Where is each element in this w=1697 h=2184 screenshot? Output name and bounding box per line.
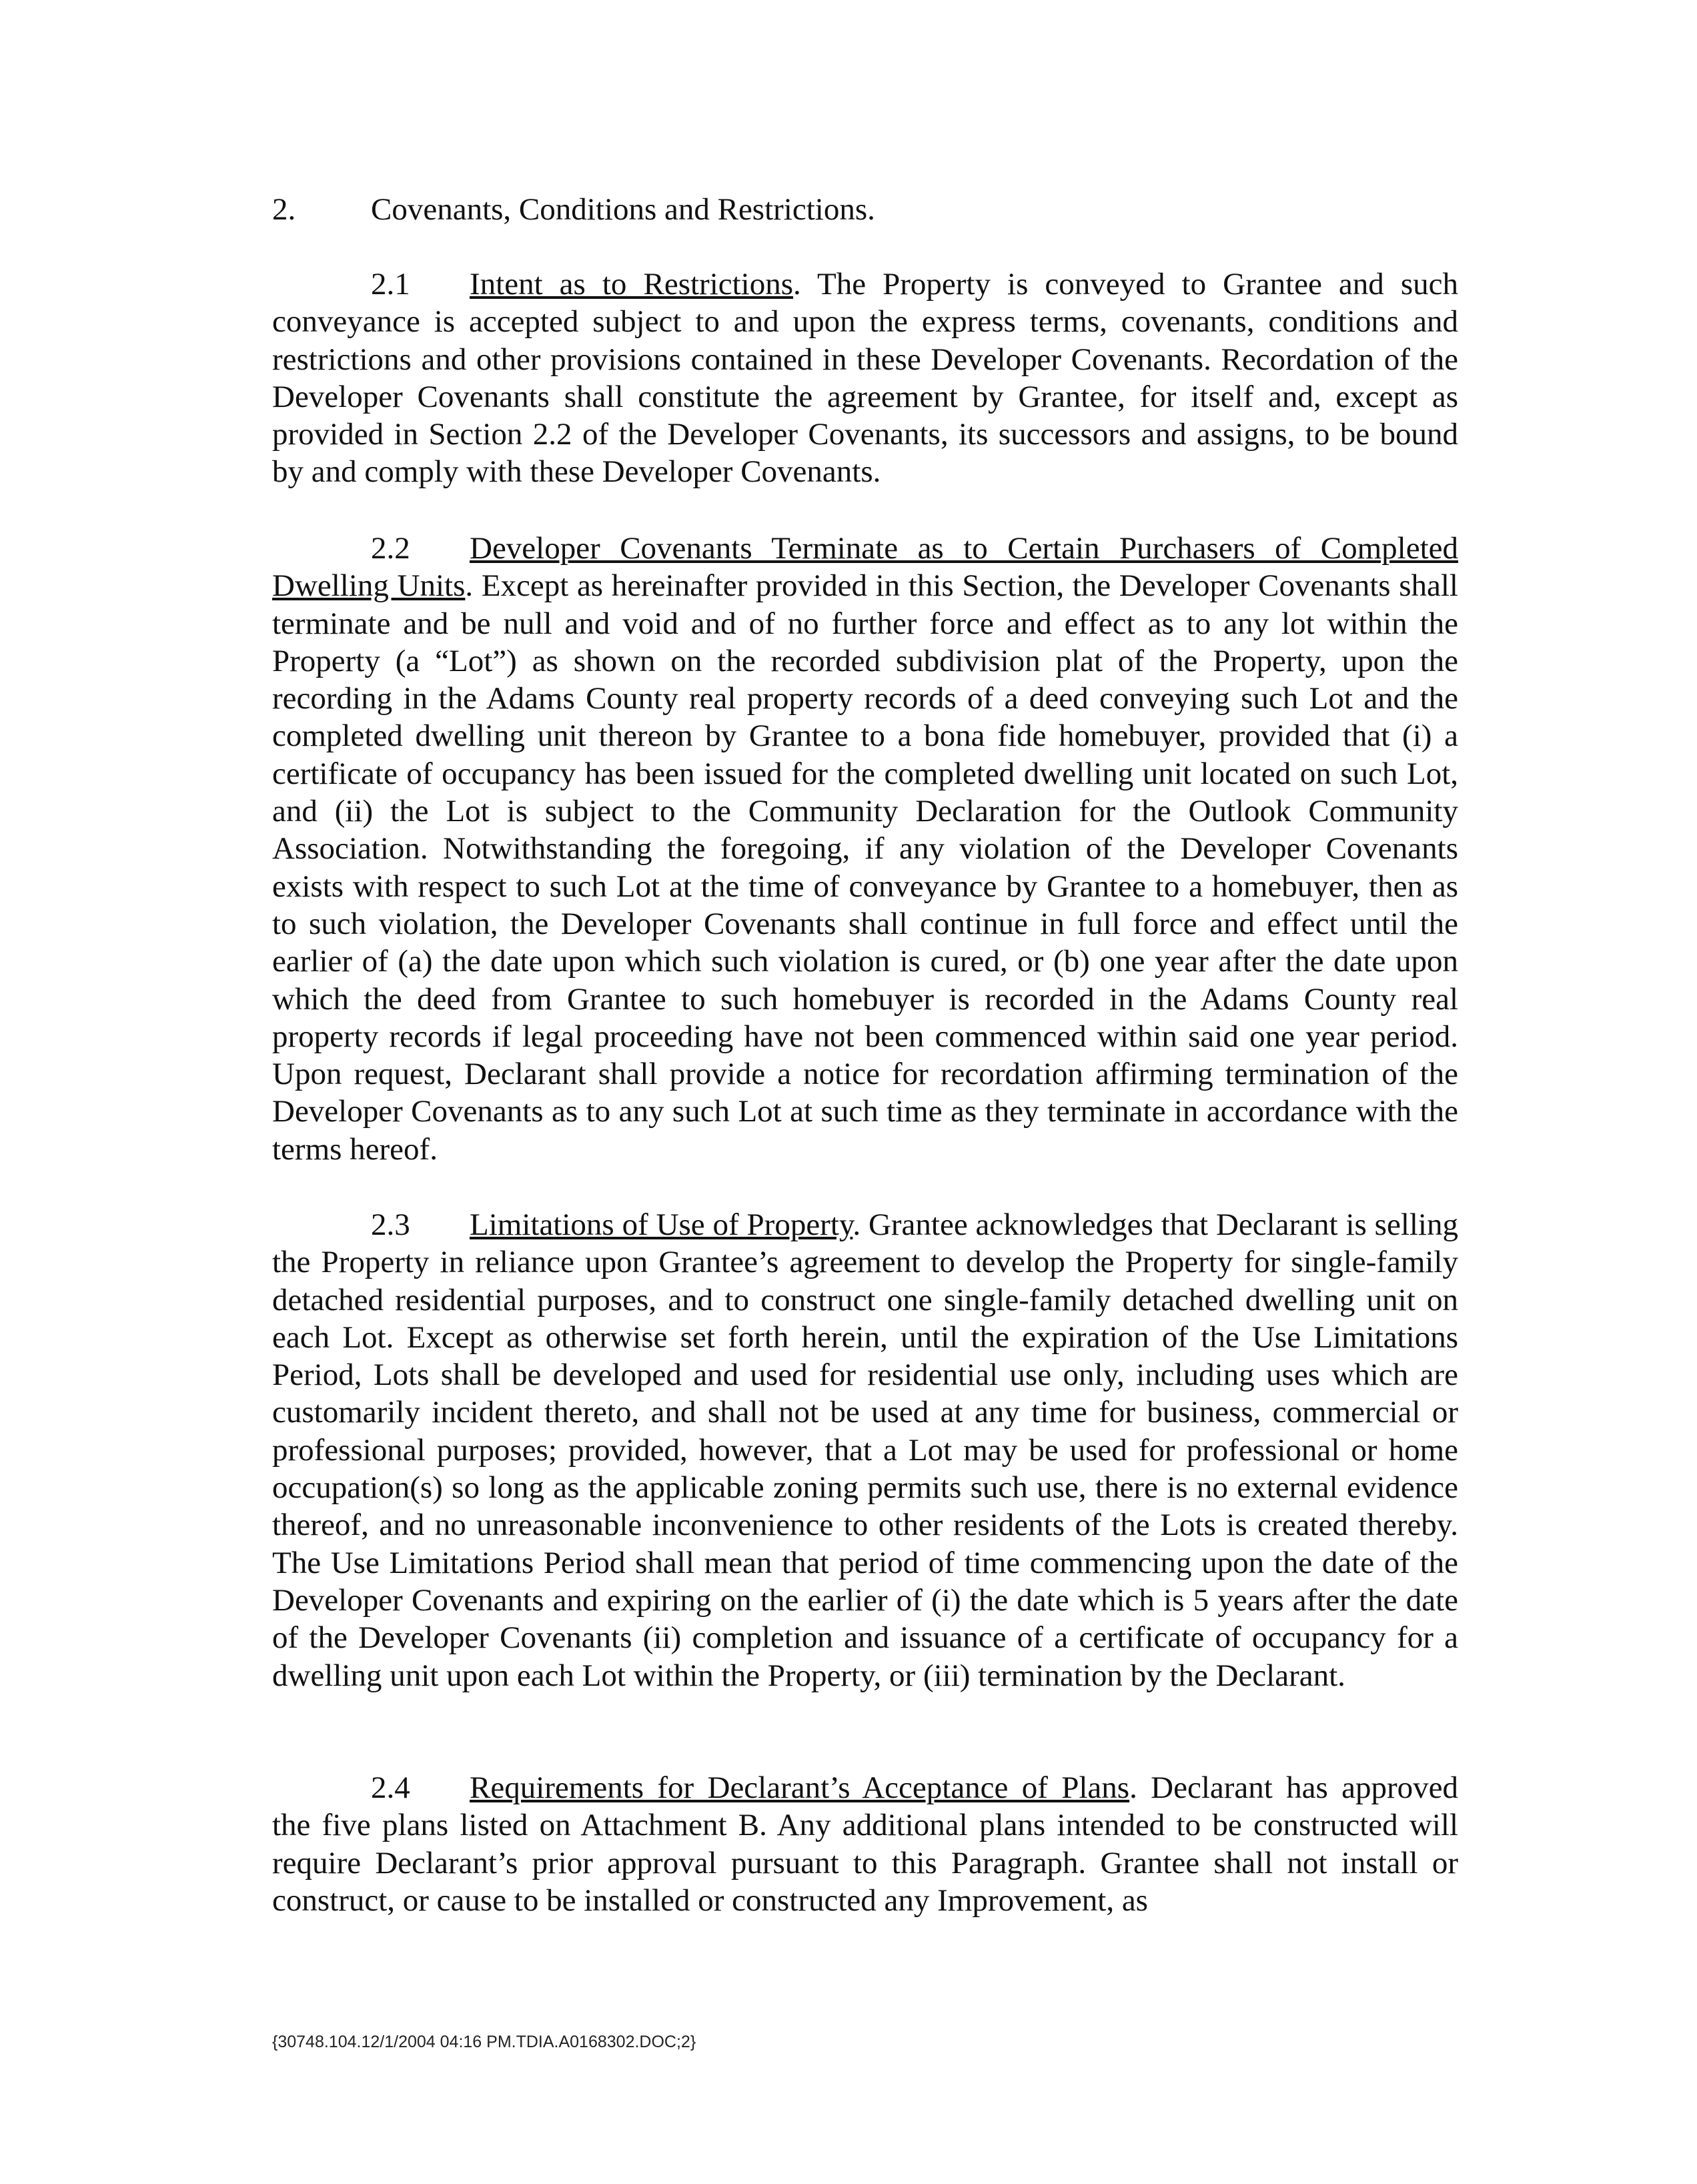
section-heading xyxy=(272,191,875,228)
paragraph-body: . Declarant has approved the five plans listed on Attachment B. Any additional plans intended to be constructed will require Declarant’s prior approval pursuant to this Paragraph. Grantee shall not install or construct, or cause to be installed or constructed any Improvement, as xyxy=(272,1770,1458,1918)
paragraph-number: 2.1 xyxy=(371,267,410,302)
paragraph-body: . Grantee acknowledges that Declarant is selling the Property in reliance upon Grantee’s agreement to develop the Property for single-family detached residential purposes, and to construct one single-family detached dwelling unit on each Lot. Except as otherwise set forth herein, until the expiration of the Use Limitations Period, Lots shall be developed and used for residential use only, including uses which are customarily incident thereto, and shall not be used at any time for business, commercial or professional purposes; provided, however, that a Lot may be used for professional or home occupation(s) so long as the applicable zoning permits such use, there is no external evidence thereof, and no unreasonable inconvenience to other residents of the Lots is created thereby. The Use Limitations Period shall mean that period of time commencing upon the date of the Developer Covenants and expiring on the earlier of (i) the date which is 5 years after the date of the Developer Covenants (ii) completion and issuance of a certificate of occupancy for a dwelling unit upon each Lot within the Property, or (iii) termination by the Declarant. xyxy=(272,1207,1458,1693)
paragraph-title: Developer Covenants Terminate as to Certain Purchasers of Completed Dwelling Units xyxy=(272,531,1458,604)
paragraph-2-3 xyxy=(272,1206,1458,1694)
paragraph-body: . The Property is conveyed to Grantee and such conveyance is accepted subject to and upon the express terms, covenants, conditions and restrictions and other provisions contained in these Developer Covenants. Recordation of the Developer Covenants shall constitute the agreement by Grantee, for itself and, except as provided in Section 2.2 of the Developer Covenants, its successors and assigns, to be bound by and comply with these Developer Covenants. xyxy=(272,267,1458,490)
paragraph-title: Intent as to Restrictions xyxy=(470,267,794,302)
paragraph-number: 2.4 xyxy=(371,1770,410,1805)
document-footer-id: {30748.104.12/1/2004 04:16 PM.TDIA.A0168302.DOC;2} xyxy=(272,2033,696,2051)
paragraph-2-1 xyxy=(272,265,1458,491)
section-number: 2. xyxy=(272,192,296,227)
paragraph-title: Limitations of Use of Property xyxy=(470,1207,853,1242)
paragraph-title: Requirements for Declarant’s Acceptance of Plans xyxy=(470,1770,1130,1805)
paragraph-number: 2.3 xyxy=(371,1207,410,1242)
paragraph-number: 2.2 xyxy=(371,531,410,566)
paragraph-2-2 xyxy=(272,530,1458,1168)
paragraph-2-4 xyxy=(272,1769,1458,1919)
paragraph-body: . Except as hereinafter provided in this Section, the Developer Covenants shall terminate and be null and void and of no further force and effect as to any lot within the Property (a “Lot”) as shown on the recorded subdivision plat of the Property, upon the recording in the Adams County real property records of a deed conveying such Lot and the completed dwelling unit thereon by Grantee to a bona fide homebuyer, provided that (i) a certificate of occupancy has been issued for the completed dwelling unit located on such Lot, and (ii) the Lot is subject to the Community Declaration for the Outlook Community Association. Notwithstanding the foregoing, if any violation of the Developer Covenants exists with respect to such Lot at the time of conveyance by Grantee to a homebuyer, then as to such violation, the Developer Covenants shall continue in full force and effect until the earlier of (a) the date upon which such violation is cured, or (b) one year after the date upon which the deed from Grantee to such homebuyer is recorded in the Adams County real property records if legal proceeding have not been commenced within said one year period. Upon request, Declarant shall provide a notice for recordation affirming termination of the Developer Covenants as to any such Lot at such time as they terminate in accordance with the terms hereof. xyxy=(272,568,1458,1167)
section-title: Covenants, Conditions and Restrictions. xyxy=(371,192,875,227)
